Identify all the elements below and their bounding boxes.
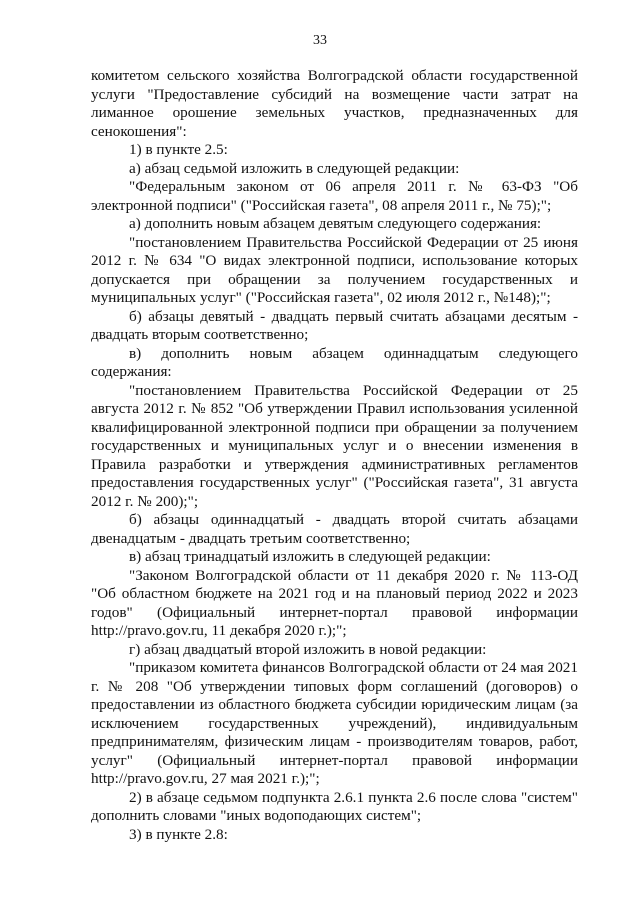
paragraph-13: г) абзац двадцатый второй изложить в новой редакции: xyxy=(129,640,487,658)
paragraph-10: б) абзацы одиннадцатый - двадцать второй считать абзацами двенадцатым - двадцать третьим соответственно; xyxy=(91,511,578,547)
paragraph-16: 3) в пункте 2.8: xyxy=(129,825,228,843)
paragraph-1: комитетом сельского хозяйства Волгоградской области государственной услуги "Предоставление субсидий на возмещение части затрат на лиманное орошение земельных участков, предназначенных для сенокошения": xyxy=(91,67,578,140)
paragraph-6: "постановлением Правительства Российской Федерации от 25 июня 2012 г. № 634 "О видах электронной подписи, использование которых допускается при обращении за получением государственных и муниципальных услуг" ("Российская газета", 02 июля 2012 г., №148);"; xyxy=(91,233,578,306)
paragraph-14: "приказом комитета финансов Волгоградской области от 24 мая 2021 г. № 208 "Об утверждении типовых форм соглашений (договоров) о предоставлении из областного бюджета субсидии юридическим лицам (за исключением государственных учреждений), индивидуальным предпринимателям, физическим лицам - производителям товаров, работ, услуг" (Официальный интернет-портал правовой информации http://pravo.gov.ru, 27 мая 2021 г.);"; xyxy=(91,659,578,787)
paragraph-4: "Федеральным законом от 06 апреля 2011 г. № 63-ФЗ "Об электронной подписи" ("Российская газета", 08 апреля 2011 г., № 75);"; xyxy=(91,178,578,214)
paragraph-9: "постановлением Правительства Российской Федерации от 25 августа 2012 г. № 852 "Об утверждении Правил использования усиленной квалифицированной электронной подписи при обращении за получением государственных и муниципальных услуг и о внесении изменения в Правила разработки и утверждения административных регламентов предоставления государственных услуг" ("Российская газета", 31 августа 2012 г. № 200);"; xyxy=(91,381,578,510)
page-number: 33 xyxy=(313,33,327,48)
paragraph-3: а) абзац седьмой изложить в следующей редакции: xyxy=(129,159,460,177)
paragraph-5: а) дополнить новым абзацем девятым следующего содержания: xyxy=(129,215,542,232)
paragraph-2: 1) в пункте 2.5: xyxy=(129,141,228,158)
paragraph-15: 2) в абзаце седьмом подпункта 2.6.1 пункта 2.6 после слова "систем" дополнить словами "иных водоподающих систем"; xyxy=(91,788,578,824)
paragraph-11: в) абзац тринадцатый изложить в следующей редакции: xyxy=(129,548,491,565)
paragraph-7: б) абзацы девятый - двадцать первый считать абзацами десятым - двадцать вторым соответственно; xyxy=(91,307,578,343)
paragraph-12: "Законом Волгоградской области от 11 декабря 2020 г. № 113-ОД "Об областном бюджете на 2021 год и на плановый период 2022 и 2023 годов" (Официальный интернет-портал правовой информации http://pravo.gov.ru, 11 декабря 2020 г.);"; xyxy=(91,566,578,639)
paragraph-8: в) дополнить новым абзацем одиннадцатым следующего содержания: xyxy=(91,344,578,380)
document-body xyxy=(91,67,578,844)
